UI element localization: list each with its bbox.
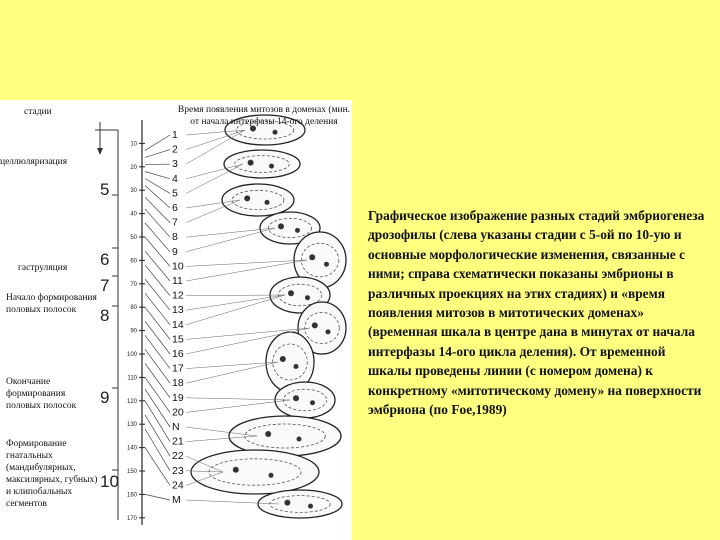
time-tick-label: 60: [130, 258, 137, 265]
domain-leader-line: [145, 135, 170, 150]
time-tick-label: 90: [130, 328, 137, 335]
domain-label: 6: [172, 202, 178, 214]
domain-label: 24: [172, 479, 184, 492]
domain-label: 10: [172, 260, 184, 273]
mitotic-domain-mark: [288, 290, 294, 296]
domain-leader-line: [145, 179, 170, 194]
event-label: целлюляризация: [0, 157, 68, 167]
mitotic-domain-mark: [324, 262, 329, 267]
event-label: Формирование гнатальных (мандибулярных, максилярных, губных) и клипобальных сегментов: [6, 439, 98, 509]
domain-label: 14: [172, 318, 184, 331]
mitotic-domain-mark: [280, 356, 286, 362]
domain-leader-line: [145, 307, 170, 339]
figure-caption: Графическое изображение разных стадий эмбриогенеза дрозофилы (слева указаны стадии с 5-ой по 10-ую и основные морфологические изменения, связанные с ними; справа схематически показаны эмбрионы в различных проекциях на этих стадиях) и «время появления митозов в митотических доменах» (временная шкала в центре дана в минутах от начала интерфазы 14-ого цикла деления). От временной шкалы проведены линии (с номером домена) к конкретному «митотическому домену» на поверхности эмбриона (по Foe,1989): [368, 208, 705, 418]
time-tick-label: 50: [130, 235, 137, 241]
domain-label: 1: [172, 129, 178, 141]
domain-leader-line: [145, 251, 170, 281]
domain-leader-line: [145, 363, 170, 397]
domain-leader-line: [145, 150, 170, 158]
domain-leader-line: [145, 335, 170, 368]
stage-number: 6: [100, 250, 110, 269]
mitotic-domain-mark: [273, 130, 278, 135]
stage-number: 9: [100, 388, 110, 407]
domain-label: 18: [172, 377, 184, 390]
time-tick-label: 80: [130, 305, 137, 312]
domain-label: N: [172, 421, 180, 433]
domain-label: 23: [172, 464, 184, 477]
time-tick-label: 10: [130, 141, 137, 148]
event-label: Окончание формирования половых полосок: [6, 377, 77, 411]
domain-leader-line: [145, 265, 170, 296]
domain-pointer-line: [186, 295, 285, 325]
domain-label: 19: [172, 391, 184, 404]
mitotic-domain-mark: [305, 295, 310, 300]
mitotic-domain-mark: [269, 473, 274, 478]
time-tick-label: 170: [126, 515, 137, 522]
mitotic-domain-mark: [269, 164, 274, 169]
mitotic-domain-mark: [265, 431, 271, 437]
mitotic-domain-mark: [308, 504, 313, 509]
domain-label: 4: [172, 172, 178, 185]
time-tick-label: 130: [126, 422, 137, 429]
domain-label: 2: [172, 143, 178, 156]
domain-leader-line: [145, 448, 170, 486]
domain-label: 9: [172, 245, 178, 258]
domain-label: 15: [172, 333, 184, 346]
stage-arrowhead: [97, 148, 103, 155]
mitotic-domain-mark: [326, 329, 331, 334]
domain-leader-line: [145, 494, 170, 500]
domain-pointer-line: [186, 295, 285, 310]
mitotic-domain-mark: [248, 160, 254, 166]
domain-label: 11: [172, 275, 183, 287]
domain-leader-line: [145, 197, 170, 222]
domain-leader-line: [145, 171, 170, 178]
time-tick-label: 160: [126, 492, 137, 499]
domain-label: 5: [172, 187, 178, 200]
stage-number: 5: [100, 180, 110, 199]
domain-leader-line: [145, 293, 170, 325]
embryo-sketch: [191, 450, 319, 494]
embryo-sketch: [224, 150, 300, 178]
domain-label: 17: [172, 362, 184, 375]
time-tick-label: 70: [130, 281, 137, 288]
mitotic-domain-mark: [278, 223, 284, 229]
domain-leader-line: [145, 279, 170, 310]
event-label: гаструляция: [18, 263, 68, 273]
time-tick-label: 120: [126, 398, 137, 405]
domain-leader-line: [145, 349, 170, 383]
event-label: Начало формирования половых полосок: [6, 293, 97, 315]
mitotic-domain-mark: [284, 500, 290, 506]
domain-label: 20: [172, 406, 184, 419]
domain-label: 12: [172, 289, 184, 302]
mitotic-domain-mark: [297, 437, 302, 442]
time-tick-label: 40: [130, 211, 137, 218]
domain-leader-line: [145, 237, 170, 266]
time-tick-label: 20: [130, 164, 137, 171]
mitotic-domain-mark: [233, 467, 239, 473]
domain-label: 22: [172, 450, 184, 463]
domain-leader-line: [145, 223, 170, 252]
stage-number: 8: [100, 306, 110, 325]
time-tick-label: 100: [126, 352, 137, 358]
domain-label: 8: [172, 231, 178, 244]
domain-pointer-line: [186, 400, 290, 412]
embryo-figure: [0, 100, 352, 540]
domain-leader-line: [145, 186, 170, 208]
header-time: Время появления митозов в доменах (мин. от начала интерфазы 14-ого деления: [177, 105, 351, 127]
mitotic-domain-mark: [312, 322, 318, 328]
domain-label: M: [172, 494, 181, 506]
domain-pointer-line: [186, 228, 275, 252]
domain-leader-line: [145, 209, 170, 237]
mitotic-domain-mark: [295, 228, 300, 233]
time-tick-label: 150: [126, 469, 137, 475]
time-tick-label: 110: [127, 375, 137, 382]
time-tick-label: 30: [130, 188, 137, 195]
domain-label: 21: [172, 435, 184, 448]
domain-label: 7: [172, 216, 178, 229]
domain-label: 13: [172, 304, 184, 317]
mitotic-domain-mark: [244, 195, 250, 201]
embryo-sketch: [222, 184, 294, 216]
header-stages: стадии: [24, 107, 52, 117]
stage-number: 7: [100, 276, 110, 295]
mitotic-domain-mark: [294, 364, 299, 369]
domain-label: 16: [172, 348, 184, 360]
domain-label: 3: [172, 158, 178, 171]
mitotic-domain-mark: [310, 400, 315, 405]
domain-leader-line: [145, 321, 170, 354]
mitotic-domain-mark: [309, 254, 315, 260]
mitotic-domain-mark: [265, 200, 270, 205]
mitotic-domain-mark: [293, 395, 299, 401]
stage-number: 10: [100, 472, 119, 491]
time-tick-label: 140: [126, 445, 137, 452]
embryo-sketch: [258, 490, 342, 518]
